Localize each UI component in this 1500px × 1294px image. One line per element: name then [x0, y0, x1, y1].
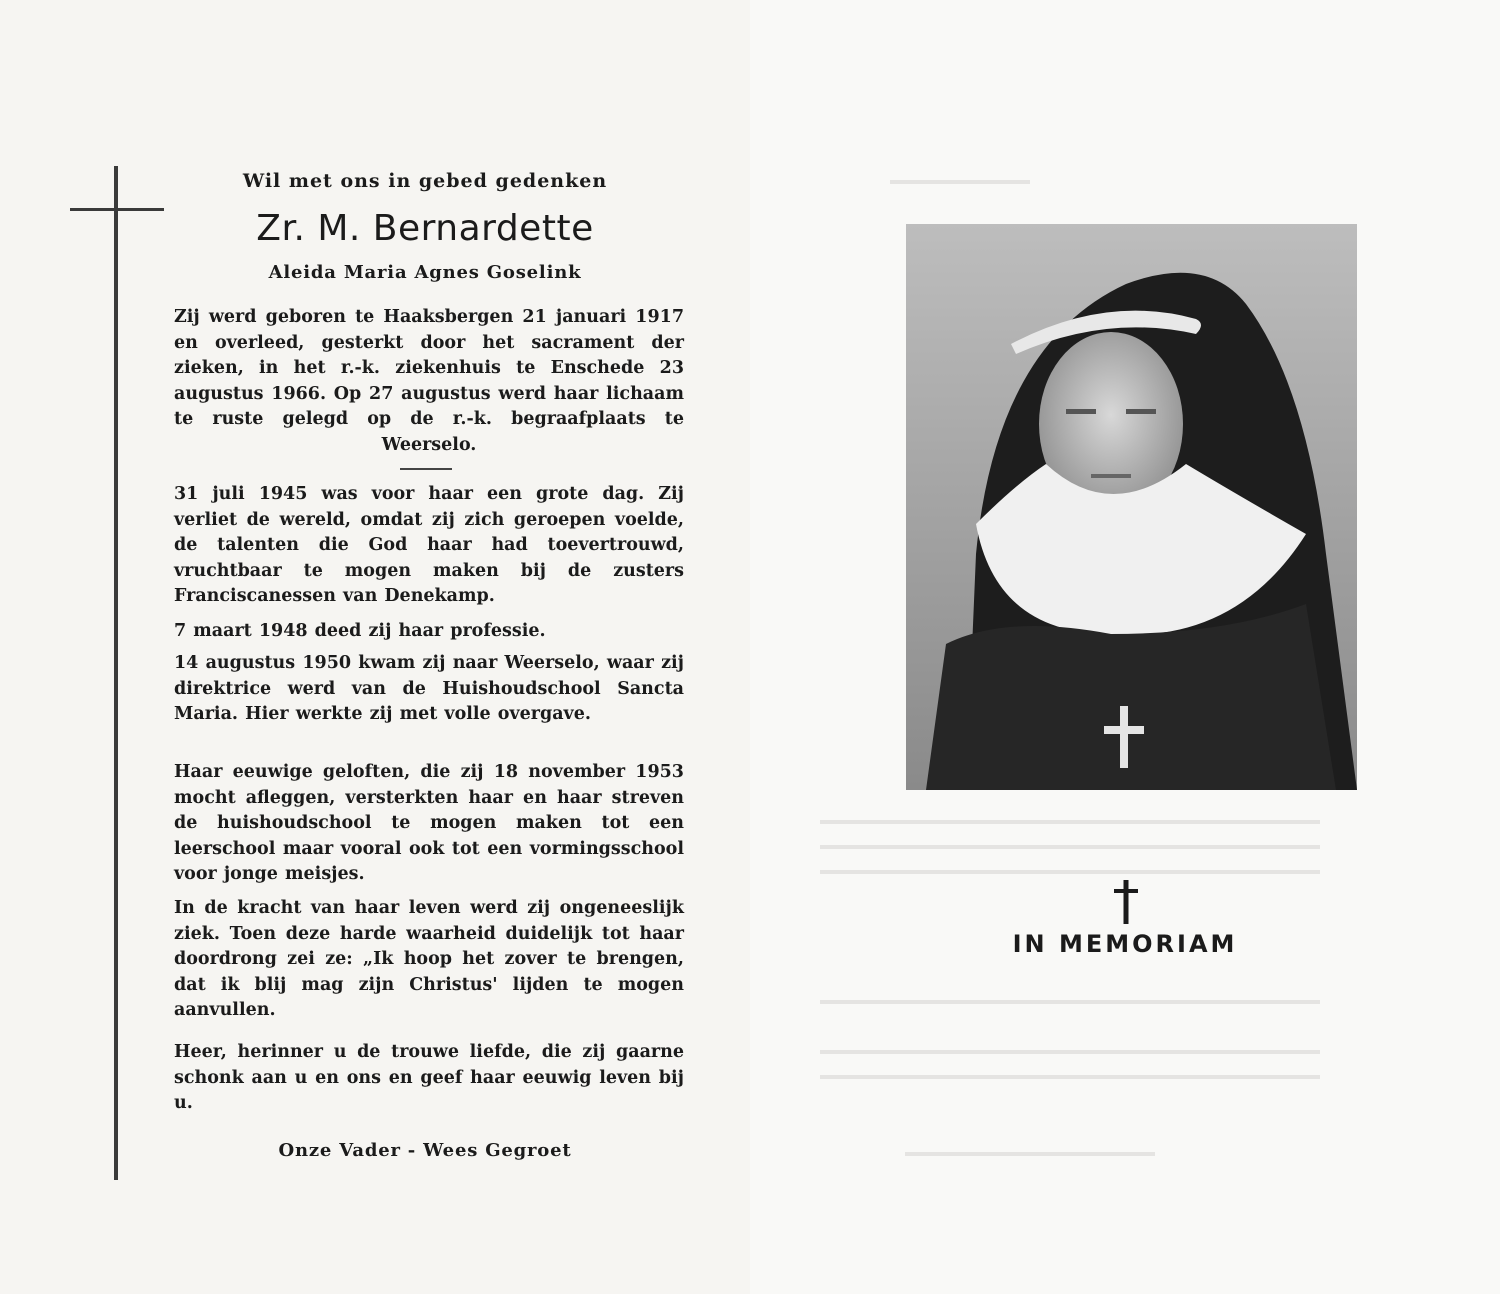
mourning-cross-horizontal	[70, 208, 164, 211]
deceased-full-name: Aleida Maria Agnes Goselink	[268, 262, 582, 283]
show-through-line	[820, 845, 1320, 849]
show-through-line	[890, 180, 1030, 184]
latin-cross-icon	[1114, 880, 1138, 924]
show-through-line	[820, 820, 1320, 824]
in-memoriam-title: IN MEMORIAM	[1012, 930, 1238, 958]
biography-paragraph: 14 augustus 1950 kwam zij naar Weerselo, waar zij direktrice werd van de Huishoudschool Sancta Maria. Hier werkte zij met volle overgave.	[174, 653, 684, 724]
deceased-name: Zr. M. Bernardette	[256, 208, 594, 249]
biography-paragraph: Haar eeuwige geloften, die zij 18 november 1953 mocht afleggen, versterkten haar en haar streven de huishoudschool te mogen maken tot een leerschool maar vooral ook tot een vormingsschool voor jonge meisjes.	[174, 762, 684, 884]
mourning-cross-vertical	[114, 166, 118, 1180]
show-through-line	[820, 1000, 1320, 1004]
closing-prayer: Onze Vader - Wees Gegroet	[278, 1140, 572, 1161]
portrait-photo	[906, 224, 1357, 790]
show-through-line	[820, 1050, 1320, 1054]
biography-paragraph: Zij werd geboren te Haaksbergen 21 januari 1917 en overleed, gesterkt door het sacrament der zieken, in het r.-k. ziekenhuis te Enschede 23 augustus 1966. Op 27 augustus werd haar lichaam te ruste gelegd op de r.-k. begraafplaats te Weerselo.	[174, 307, 684, 455]
show-through-line	[820, 1075, 1320, 1079]
section-divider	[400, 468, 452, 470]
show-through-line	[905, 1152, 1155, 1156]
prayer-heading: Wil met ons in gebed gedenken	[242, 170, 608, 192]
biography-paragraph: In de kracht van haar leven werd zij ongeneeslijk ziek. Toen deze harde waarheid duidelijk tot haar doordrong zei ze: „Ik hoop het zover te brengen, dat ik blij mag zijn Christus' lijden te mogen aanvullen.	[174, 898, 684, 1020]
biography-paragraph: 31 juli 1945 was voor haar een grote dag. Zij verliet de wereld, omdat zij zich geroepen voelde, de talenten die God haar had toevertrouwd, vruchtbaar te mogen maken bij de zusters Franciscanessen van Denekamp.	[174, 484, 684, 606]
show-through-line	[820, 870, 1320, 874]
biography-paragraph: 7 maart 1948 deed zij haar professie.	[174, 621, 546, 641]
closing-invocation: Heer, herinner u de trouwe liefde, die zij gaarne schonk aan u en ons en geef haar eeuwig leven bij u.	[174, 1042, 684, 1113]
